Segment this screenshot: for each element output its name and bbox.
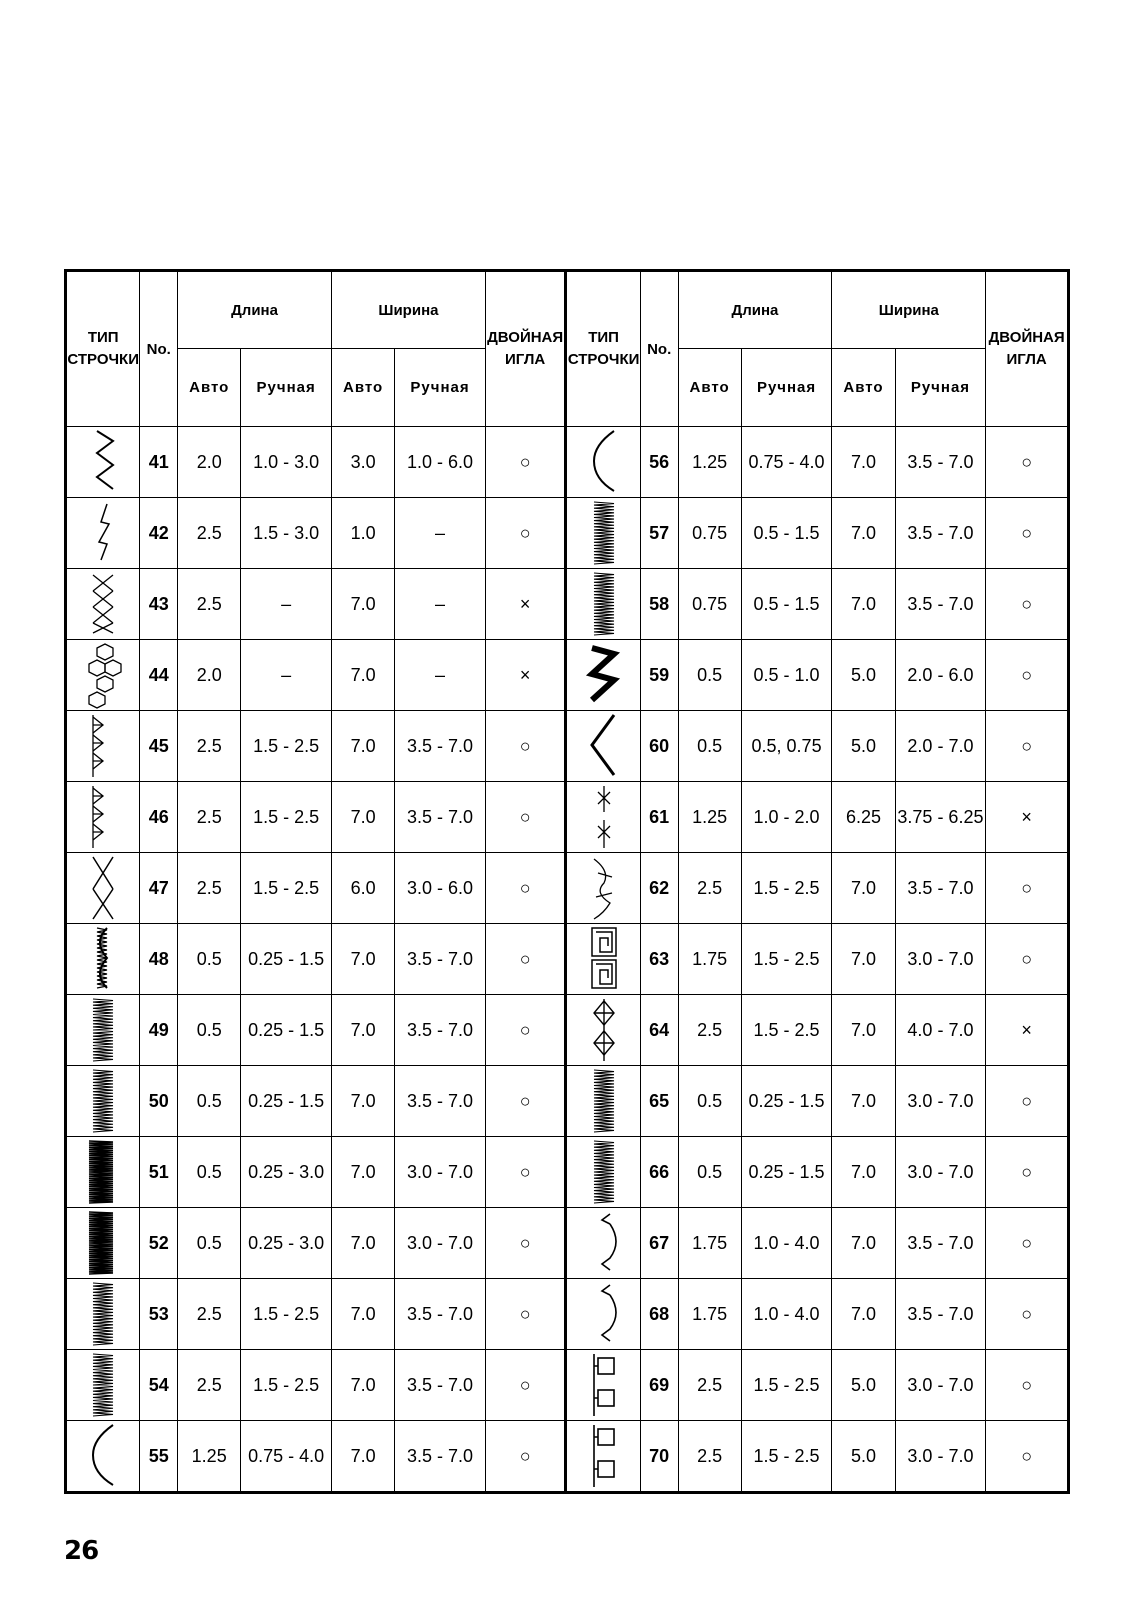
length-manual: 1.0 - 3.0 [241, 427, 332, 498]
length-auto: 0.5 [178, 1137, 241, 1208]
length-auto: 2.5 [678, 1350, 741, 1421]
length-manual: 0.5, 0.75 [741, 711, 832, 782]
width-auto: 5.0 [832, 1350, 895, 1421]
stitch-type-cell [566, 427, 640, 498]
width-auto: 7.0 [332, 995, 395, 1066]
satin-wave-stitch-icon [567, 498, 639, 568]
length-manual: 1.5 - 2.5 [241, 853, 332, 924]
length-manual: 1.5 - 2.5 [741, 853, 832, 924]
width-manual: 3.0 - 7.0 [895, 1066, 986, 1137]
length-auto: 0.5 [678, 640, 741, 711]
diamond-chain-stitch-icon [67, 711, 139, 781]
length-manual: 0.75 - 4.0 [741, 427, 832, 498]
width-manual: 3.5 - 7.0 [895, 427, 986, 498]
header-twin-needle: ДВОЙНАЯ ИГЛА [986, 271, 1069, 427]
width-manual: 3.0 - 7.0 [395, 1208, 486, 1279]
feather-leaf-stitch-icon [567, 853, 639, 923]
stitch-number: 53 [140, 1279, 178, 1350]
stitch-type-cell [66, 853, 140, 924]
twin-needle-mark: ○ [485, 498, 566, 569]
width-manual: 3.0 - 7.0 [395, 1137, 486, 1208]
stitch-type-cell [66, 1350, 140, 1421]
stitch-type-cell [66, 1208, 140, 1279]
width-auto: 5.0 [832, 1421, 895, 1493]
width-auto: 7.0 [832, 1137, 895, 1208]
stitch-type-cell [566, 1421, 640, 1493]
length-auto: 0.5 [678, 1137, 741, 1208]
table-row [66, 427, 1069, 498]
stitch-number: 41 [140, 427, 178, 498]
length-auto: 0.5 [678, 711, 741, 782]
width-manual: 2.0 - 7.0 [895, 711, 986, 782]
length-manual: 1.0 - 2.0 [741, 782, 832, 853]
length-manual: 1.5 - 2.5 [241, 1279, 332, 1350]
width-manual: – [395, 640, 486, 711]
length-manual: 0.25 - 1.5 [241, 1066, 332, 1137]
curve-hook-stitch-icon [567, 1208, 639, 1278]
length-auto: 0.5 [178, 1208, 241, 1279]
length-auto: 0.5 [178, 995, 241, 1066]
twin-needle-mark: ○ [986, 711, 1069, 782]
header-no: No. [640, 271, 678, 427]
length-manual: 0.25 - 1.5 [241, 995, 332, 1066]
table-row [66, 569, 1069, 640]
width-auto: 3.0 [332, 427, 395, 498]
twin-needle-mark: ○ [986, 924, 1069, 995]
table-row [66, 1279, 1069, 1350]
length-auto: 2.5 [178, 498, 241, 569]
twin-needle-mark: ○ [986, 853, 1069, 924]
width-auto: 5.0 [832, 640, 895, 711]
twin-needle-mark: ○ [986, 498, 1069, 569]
length-auto: 0.75 [678, 498, 741, 569]
length-auto: 2.0 [178, 427, 241, 498]
length-auto: 1.75 [678, 1208, 741, 1279]
stitch-number: 70 [640, 1421, 678, 1493]
table-row [66, 995, 1069, 1066]
width-auto: 7.0 [332, 1421, 395, 1493]
width-manual: 3.5 - 7.0 [395, 711, 486, 782]
width-manual: 3.5 - 7.0 [895, 853, 986, 924]
twin-needle-mark: ○ [485, 1421, 566, 1493]
length-auto: 2.5 [178, 569, 241, 640]
header-length-manual: Ручная [241, 349, 332, 427]
twin-needle-mark: ○ [485, 427, 566, 498]
length-auto: 2.5 [178, 711, 241, 782]
width-auto: 1.0 [332, 498, 395, 569]
length-manual: 1.5 - 2.5 [741, 995, 832, 1066]
stitch-type-cell [566, 853, 640, 924]
width-auto: 7.0 [332, 1208, 395, 1279]
width-manual: 3.5 - 7.0 [395, 1421, 486, 1493]
blind-curve-stitch-icon [67, 1421, 139, 1491]
length-manual: 1.5 - 2.5 [241, 1350, 332, 1421]
table-row [66, 1208, 1069, 1279]
twin-needle-mark: ○ [986, 1066, 1069, 1137]
header-no: No. [140, 271, 178, 427]
satin-wave-stitch-icon [567, 1137, 639, 1207]
table-row [66, 640, 1069, 711]
width-auto: 7.0 [832, 498, 895, 569]
width-auto: 7.0 [832, 1279, 895, 1350]
length-auto: 2.5 [178, 853, 241, 924]
stitch-number: 66 [640, 1137, 678, 1208]
width-auto: 7.0 [832, 1066, 895, 1137]
twin-needle-mark: ○ [485, 782, 566, 853]
length-auto: 1.75 [678, 924, 741, 995]
length-manual: 1.5 - 2.5 [741, 1350, 832, 1421]
stitch-number: 57 [640, 498, 678, 569]
stitch-number: 63 [640, 924, 678, 995]
length-auto: 2.5 [178, 1350, 241, 1421]
twin-needle-mark: ○ [485, 1350, 566, 1421]
greek-key-stitch-icon [567, 924, 639, 994]
cross-knot-stitch-icon [567, 782, 639, 852]
stitch-number: 44 [140, 640, 178, 711]
stitch-number: 58 [640, 569, 678, 640]
stitch-number: 59 [640, 640, 678, 711]
twin-needle-mark: ○ [986, 1350, 1069, 1421]
twin-needle-mark: ○ [485, 924, 566, 995]
header-length-auto: Авто [678, 349, 741, 427]
honeycomb-stitch-icon [67, 640, 139, 710]
stitch-type-cell [566, 1066, 640, 1137]
stitch-type-cell [66, 711, 140, 782]
width-manual: 3.0 - 6.0 [395, 853, 486, 924]
length-manual: 0.25 - 1.5 [741, 1137, 832, 1208]
stitch-type-cell [566, 1208, 640, 1279]
length-manual: 0.5 - 1.0 [741, 640, 832, 711]
length-manual: – [241, 569, 332, 640]
header-twin-needle: ДВОЙНАЯ ИГЛА [485, 271, 566, 427]
width-auto: 6.25 [832, 782, 895, 853]
twin-needle-mark: ○ [986, 640, 1069, 711]
twin-needle-mark: ○ [986, 1421, 1069, 1493]
length-manual: 1.5 - 2.5 [741, 1421, 832, 1493]
stitch-type-cell [66, 640, 140, 711]
twin-needle-mark: ○ [485, 1279, 566, 1350]
curve-hook-stitch-icon [567, 1279, 639, 1349]
header-length: Длина [178, 271, 332, 349]
length-auto: 0.75 [678, 569, 741, 640]
stitch-type-cell [566, 1137, 640, 1208]
stitch-number: 65 [640, 1066, 678, 1137]
length-auto: 1.25 [178, 1421, 241, 1493]
stitch-type-cell [566, 640, 640, 711]
stitch-type-cell [66, 782, 140, 853]
stitch-number: 60 [640, 711, 678, 782]
header-length-manual: Ручная [741, 349, 832, 427]
header-length: Длина [678, 271, 832, 349]
stitch-number: 55 [140, 1421, 178, 1493]
stitch-number: 47 [140, 853, 178, 924]
width-manual: 3.5 - 7.0 [395, 782, 486, 853]
width-manual: – [395, 498, 486, 569]
width-auto: 7.0 [832, 995, 895, 1066]
stitch-number: 42 [140, 498, 178, 569]
width-auto: 7.0 [832, 853, 895, 924]
twin-needle-mark: ○ [485, 853, 566, 924]
stitch-number: 52 [140, 1208, 178, 1279]
square-chain-stitch-icon [567, 1350, 639, 1420]
length-manual: 1.5 - 2.5 [741, 924, 832, 995]
length-auto: 1.25 [678, 427, 741, 498]
length-auto: 2.0 [178, 640, 241, 711]
width-manual: 4.0 - 7.0 [895, 995, 986, 1066]
stitch-type-cell [566, 924, 640, 995]
twin-needle-mark: ○ [485, 1137, 566, 1208]
satin-wave-stitch-icon [567, 569, 639, 639]
length-manual: 0.5 - 1.5 [741, 498, 832, 569]
stitch-number: 54 [140, 1350, 178, 1421]
cross-stitch-icon [67, 853, 139, 923]
twin-needle-mark: × [986, 995, 1069, 1066]
stitch-type-cell [66, 1066, 140, 1137]
width-auto: 7.0 [332, 782, 395, 853]
length-manual: 1.5 - 2.5 [241, 782, 332, 853]
width-manual: 1.0 - 6.0 [395, 427, 486, 498]
table-row [66, 1421, 1069, 1493]
stitch-type-cell [66, 995, 140, 1066]
width-auto: 7.0 [332, 1137, 395, 1208]
width-manual: 3.5 - 7.0 [395, 1350, 486, 1421]
stitch-number: 46 [140, 782, 178, 853]
twin-needle-mark: ○ [485, 711, 566, 782]
header-width-auto: Авто [332, 349, 395, 427]
table-row [66, 1137, 1069, 1208]
triangle-zigzag-stitch-icon [67, 427, 139, 497]
twin-needle-mark: ○ [986, 569, 1069, 640]
header-width-manual: Ручная [395, 349, 486, 427]
width-auto: 7.0 [332, 640, 395, 711]
length-auto: 0.5 [178, 924, 241, 995]
twin-needle-mark: ○ [485, 1208, 566, 1279]
length-manual: 0.25 - 1.5 [741, 1066, 832, 1137]
width-manual: 3.5 - 7.0 [895, 498, 986, 569]
header-width: Ширина [332, 271, 486, 349]
length-auto: 2.5 [678, 1421, 741, 1493]
width-manual: 3.5 - 7.0 [395, 1066, 486, 1137]
satin-scallop-stitch-icon [67, 924, 139, 994]
width-auto: 7.0 [832, 427, 895, 498]
width-auto: 7.0 [832, 1208, 895, 1279]
satin-wave-stitch-icon [67, 1279, 139, 1349]
stitch-type-cell [566, 782, 640, 853]
twin-needle-mark: ○ [485, 1066, 566, 1137]
stitch-number: 45 [140, 711, 178, 782]
width-manual: 3.75 - 6.25 [895, 782, 986, 853]
twin-needle-mark: ○ [986, 1279, 1069, 1350]
stitch-number: 50 [140, 1066, 178, 1137]
width-manual: 2.0 - 6.0 [895, 640, 986, 711]
length-manual: 1.0 - 4.0 [741, 1208, 832, 1279]
header-width-auto: Авто [832, 349, 895, 427]
table-row [66, 1350, 1069, 1421]
table-row [66, 782, 1069, 853]
stitch-type-cell [66, 498, 140, 569]
twin-needle-mark: × [485, 640, 566, 711]
width-auto: 6.0 [332, 853, 395, 924]
stitch-type-cell [66, 427, 140, 498]
header-stitch-type: ТИП СТРОЧКИ [566, 271, 640, 427]
length-manual: 0.75 - 4.0 [241, 1421, 332, 1493]
stitch-type-cell [566, 1350, 640, 1421]
length-auto: 1.75 [678, 1279, 741, 1350]
length-manual: 0.25 - 1.5 [241, 924, 332, 995]
stitch-settings-table [64, 269, 1070, 1494]
width-manual: 3.0 - 7.0 [895, 1350, 986, 1421]
chevron-stitch-icon [567, 711, 639, 781]
header-length-auto: Авто [178, 349, 241, 427]
diamond-cross-stitch-icon [567, 995, 639, 1065]
width-auto: 7.0 [332, 1279, 395, 1350]
stitch-number: 48 [140, 924, 178, 995]
satin-bulb-stitch-icon [67, 1137, 139, 1207]
stitch-type-cell [66, 1137, 140, 1208]
length-manual: 1.0 - 4.0 [741, 1279, 832, 1350]
length-auto: 0.5 [178, 1066, 241, 1137]
width-auto: 7.0 [832, 569, 895, 640]
length-manual: – [241, 640, 332, 711]
stitch-type-cell [66, 1421, 140, 1493]
page-number: 26 [64, 1536, 99, 1566]
width-manual: 3.5 - 7.0 [895, 569, 986, 640]
width-auto: 7.0 [332, 924, 395, 995]
stitch-number: 64 [640, 995, 678, 1066]
width-manual: 3.0 - 7.0 [895, 1137, 986, 1208]
stitch-type-cell [566, 995, 640, 1066]
twin-needle-mark: ○ [986, 1137, 1069, 1208]
header-width-manual: Ручная [895, 349, 986, 427]
satin-wave-stitch-icon [67, 995, 139, 1065]
width-manual: 3.5 - 7.0 [395, 1279, 486, 1350]
twin-needle-mark: ○ [485, 995, 566, 1066]
header-stitch-type: ТИП СТРОЧКИ [66, 271, 140, 427]
stitch-number: 62 [640, 853, 678, 924]
satin-wave-stitch-icon [567, 1066, 639, 1136]
stitch-type-cell [566, 498, 640, 569]
table-row [66, 498, 1069, 569]
table-row [66, 711, 1069, 782]
length-manual: 1.5 - 3.0 [241, 498, 332, 569]
header-width: Ширина [832, 271, 986, 349]
width-auto: 7.0 [832, 924, 895, 995]
width-manual: 3.5 - 7.0 [395, 995, 486, 1066]
twin-needle-mark: × [986, 782, 1069, 853]
stitch-number: 49 [140, 995, 178, 1066]
twin-needle-mark: × [485, 569, 566, 640]
width-auto: 7.0 [332, 569, 395, 640]
width-manual: 3.5 - 7.0 [895, 1208, 986, 1279]
stitch-type-cell [566, 569, 640, 640]
stitch-number: 61 [640, 782, 678, 853]
bold-zigzag-stitch-icon [567, 640, 639, 710]
width-manual: 3.5 - 7.0 [895, 1279, 986, 1350]
width-manual: 3.0 - 7.0 [895, 1421, 986, 1493]
stitch-type-cell [566, 711, 640, 782]
stitch-number: 68 [640, 1279, 678, 1350]
length-auto: 2.5 [178, 782, 241, 853]
width-manual: 3.5 - 7.0 [395, 924, 486, 995]
width-auto: 7.0 [332, 1066, 395, 1137]
stitch-type-cell [566, 1279, 640, 1350]
square-chain-stitch-icon [567, 1421, 639, 1491]
width-auto: 7.0 [332, 711, 395, 782]
width-manual: 3.0 - 7.0 [895, 924, 986, 995]
twin-needle-mark: ○ [986, 1208, 1069, 1279]
length-manual: 0.25 - 3.0 [241, 1208, 332, 1279]
width-auto: 7.0 [332, 1350, 395, 1421]
length-manual: 0.25 - 3.0 [241, 1137, 332, 1208]
length-auto: 2.5 [678, 995, 741, 1066]
diamond-chain-stitch-icon [67, 782, 139, 852]
lightning-stitch-icon [67, 498, 139, 568]
table-row [66, 853, 1069, 924]
satin-wave-stitch-icon [67, 1350, 139, 1420]
blind-curve-stitch-icon [567, 427, 639, 497]
stitch-type-cell [66, 569, 140, 640]
table-row [66, 1066, 1069, 1137]
length-auto: 0.5 [678, 1066, 741, 1137]
satin-bulb-stitch-icon [67, 1208, 139, 1278]
stitch-number: 51 [140, 1137, 178, 1208]
lattice-stitch-icon [67, 569, 139, 639]
stitch-number: 67 [640, 1208, 678, 1279]
length-auto: 2.5 [678, 853, 741, 924]
table-row [66, 924, 1069, 995]
length-manual: 1.5 - 2.5 [241, 711, 332, 782]
stitch-number: 69 [640, 1350, 678, 1421]
length-manual: 0.5 - 1.5 [741, 569, 832, 640]
twin-needle-mark: ○ [986, 427, 1069, 498]
stitch-type-cell [66, 1279, 140, 1350]
width-auto: 5.0 [832, 711, 895, 782]
satin-wave-stitch-icon [67, 1066, 139, 1136]
length-auto: 2.5 [178, 1279, 241, 1350]
stitch-number: 43 [140, 569, 178, 640]
length-auto: 1.25 [678, 782, 741, 853]
stitch-number: 56 [640, 427, 678, 498]
width-manual: – [395, 569, 486, 640]
stitch-type-cell [66, 924, 140, 995]
